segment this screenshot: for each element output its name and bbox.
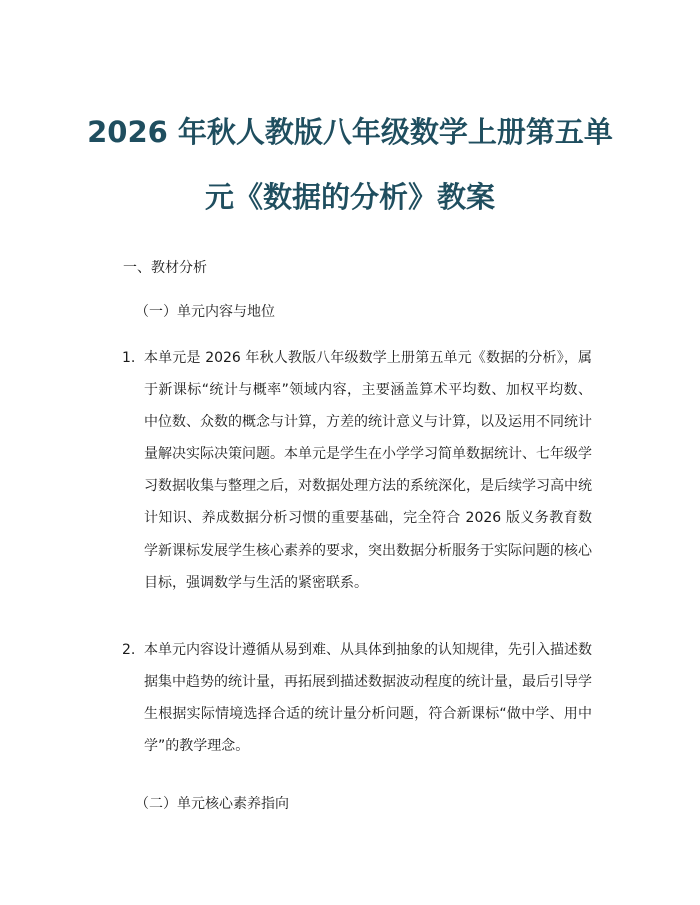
list-item-text: 本单元内容设计遵循从易到难、从具体到抽象的认知规律，先引入描述数据集中趋势的统计量，再拓展到描述数据波动程度的统计量，最后引导学生根据实际情境选择合适的统计量分析问题，符合新课标“做中学、用中学”的教学理念。	[144, 642, 592, 755]
list-item-text: 本单元是 2026 年秋人教版八年级数学上册第五单元《数据的分析》，属于新课标“统计与概率”领域内容，主要涵盖算术平均数、加权平均数、中位数、众数的概念与计算，方差的统计意义与计算，以及运用不同统计量解决实际决策问题。本单元是学生在小学学习简单数据统计、七年级学习数据收集与整理之后，对数据处理方法的系统深化，是后续学习高中统计知识、养成数据分析习惯的重要基础，完全符合 2026 版义务教育数学新课标发展学生核心素养的要求，突出数据分析服务于实际问题的核心目标，强调数学与生活的紧密联系。	[144, 350, 592, 591]
document-title-line-1: 2026 年秋人教版八年级数学上册第五单	[87, 115, 613, 149]
subsection-heading-unit-content: （一）单元内容与地位	[135, 304, 275, 320]
section-heading-textbook-analysis: 一、教材分析	[123, 260, 207, 276]
list-item	[122, 634, 592, 762]
list-item	[122, 342, 592, 599]
list-item-number: 1.	[122, 350, 136, 366]
list-item-number: 2.	[122, 642, 136, 658]
document-title-line-2: 元《数据的分析》教案	[204, 180, 495, 214]
subsection-heading-core-literacy: （二）单元核心素养指向	[135, 796, 289, 812]
